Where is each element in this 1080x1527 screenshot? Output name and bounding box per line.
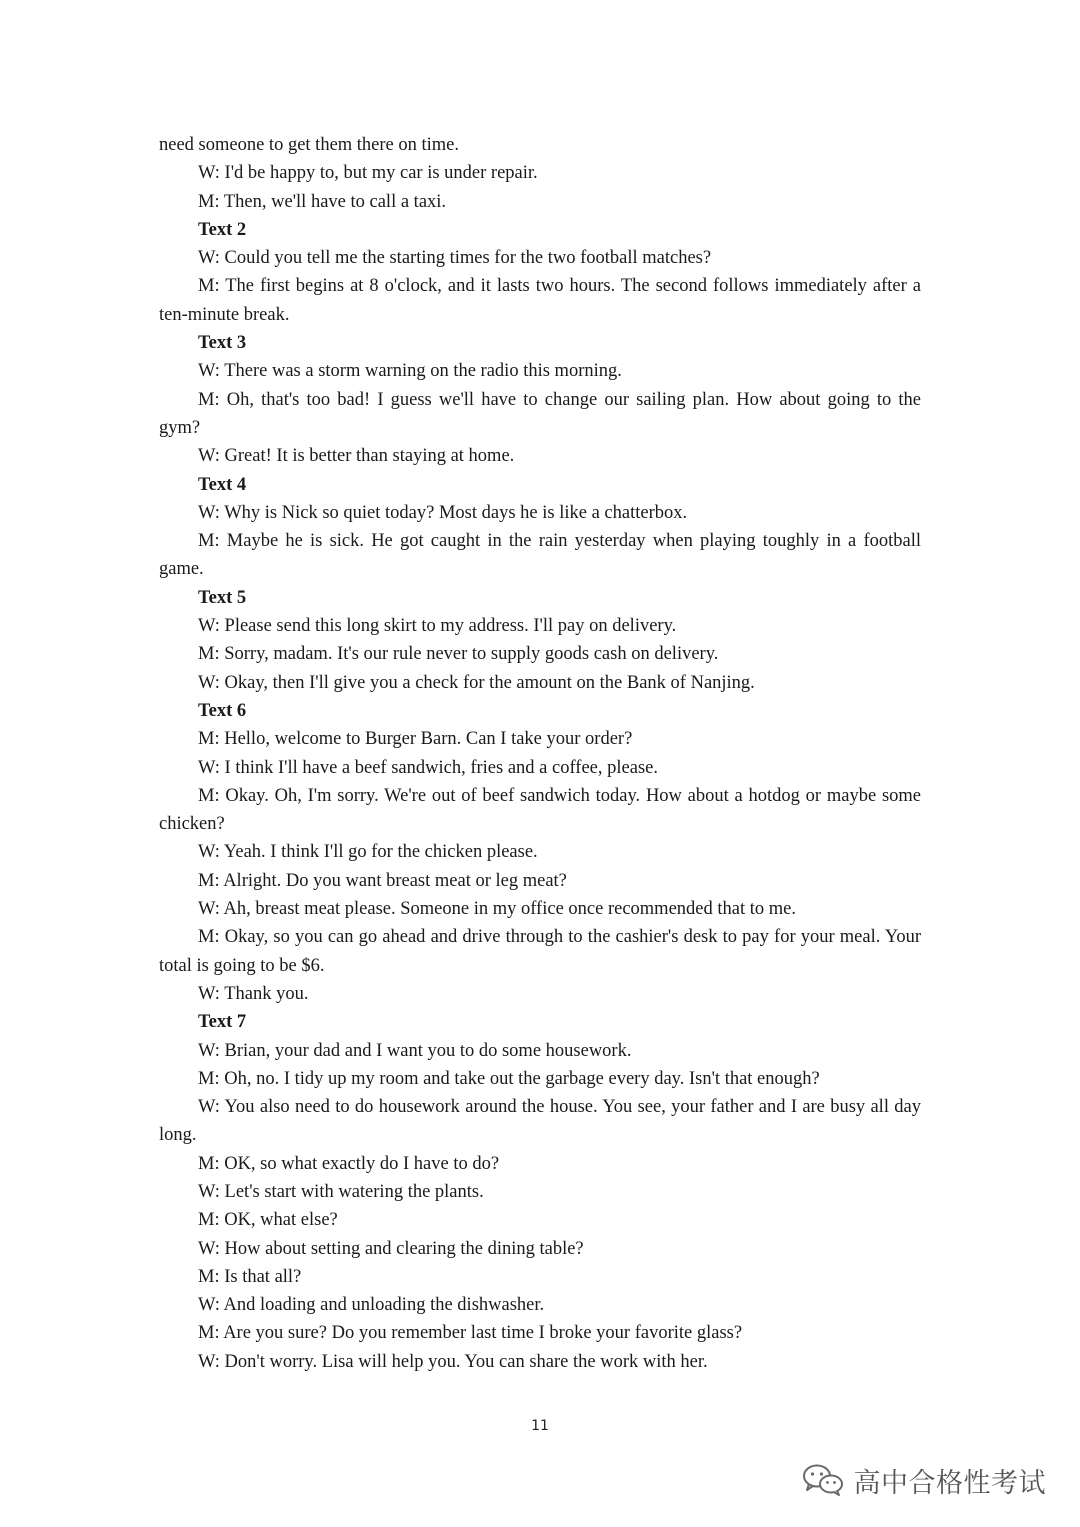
section-heading: Text 4 xyxy=(198,474,247,495)
text-line: W: How about setting and clearing the dining table? xyxy=(198,1238,584,1259)
text-line: W: You also need to do housework around the house. You see, your father and I are busy all day long. xyxy=(159,1097,921,1146)
text-line: W: Thank you. xyxy=(198,983,309,1004)
text-line: W: Great! It is better than staying at home. xyxy=(198,446,515,467)
text-line: M: Then, we'll have to call a taxi. xyxy=(198,191,447,212)
text-line: W: Yeah. I think I'll go for the chicken please. xyxy=(198,842,538,863)
page-number: 11 xyxy=(531,1418,549,1434)
text-line: M: Oh, no. I tidy up my room and take out the garbage every day. Isn't that enough? xyxy=(198,1068,820,1089)
document-body xyxy=(159,131,921,1376)
section-heading: Text 2 xyxy=(198,219,247,240)
text-line: M: Is that all? xyxy=(198,1266,302,1287)
text-line: W: There was a storm warning on the radio this morning. xyxy=(198,361,622,382)
text-line: M: Okay, so you can go ahead and drive through to the cashier's desk to pay for your meal. Your total is going to be $6. xyxy=(159,927,921,976)
text-line: M: Are you sure? Do you remember last time I broke your favorite glass? xyxy=(198,1323,743,1344)
text-line: W: Could you tell me the starting times for the two football matches? xyxy=(198,248,712,269)
text-line: W: Ah, breast meat please. Someone in my office once recommended that to me. xyxy=(198,899,796,920)
text-line: M: The first begins at 8 o'clock, and it lasts two hours. The second follows immediately after a ten-minute break. xyxy=(159,276,921,325)
section-heading: Text 5 xyxy=(198,587,247,608)
section-heading: Text 6 xyxy=(198,700,247,721)
section-heading: Text 3 xyxy=(198,333,247,354)
watermark-text: 高中合格性考试 xyxy=(853,1467,1046,1499)
text-line: W: Okay, then I'll give you a check for the amount on the Bank of Nanjing. xyxy=(198,672,755,693)
text-line: W: Don't worry. Lisa will help you. You can share the work with her. xyxy=(198,1351,708,1372)
text-line: M: Sorry, madam. It's our rule never to supply goods cash on delivery. xyxy=(198,644,719,665)
text-line: W: Why is Nick so quiet today? Most days he is like a chatterbox. xyxy=(198,502,688,523)
text-line: W: Please send this long skirt to my address. I'll pay on delivery. xyxy=(198,616,677,637)
wechat-icon xyxy=(802,1463,844,1497)
text-line: M: OK, so what exactly do I have to do? xyxy=(198,1153,500,1174)
section-heading: Text 7 xyxy=(198,1012,247,1033)
text-line: W: I think I'll have a beef sandwich, fries and a coffee, please. xyxy=(198,757,658,778)
watermark xyxy=(802,1458,1047,1502)
text-line: W: And loading and unloading the dishwasher. xyxy=(198,1295,545,1316)
text-line: W: Let's start with watering the plants. xyxy=(198,1181,484,1202)
text-line: need someone to get them there on time. xyxy=(159,135,460,155)
text-line: M: Hello, welcome to Burger Barn. Can I take your order? xyxy=(198,729,633,750)
text-line: M: Okay. Oh, I'm sorry. We're out of beef sandwich today. How about a hotdog or maybe some chicken? xyxy=(159,785,921,835)
text-line: M: Alright. Do you want breast meat or leg meat? xyxy=(198,870,567,891)
text-line: W: Brian, your dad and I want you to do some housework. xyxy=(198,1040,632,1061)
text-line: W: I'd be happy to, but my car is under repair. xyxy=(198,163,538,184)
text-line: M: Oh, that's too bad! I guess we'll have to change our sailing plan. How about going to the gym? xyxy=(159,389,921,438)
text-line: M: Maybe he is sick. He got caught in the rain yesterday when playing toughly in a football game. xyxy=(159,531,921,580)
text-line: M: OK, what else? xyxy=(198,1210,338,1231)
